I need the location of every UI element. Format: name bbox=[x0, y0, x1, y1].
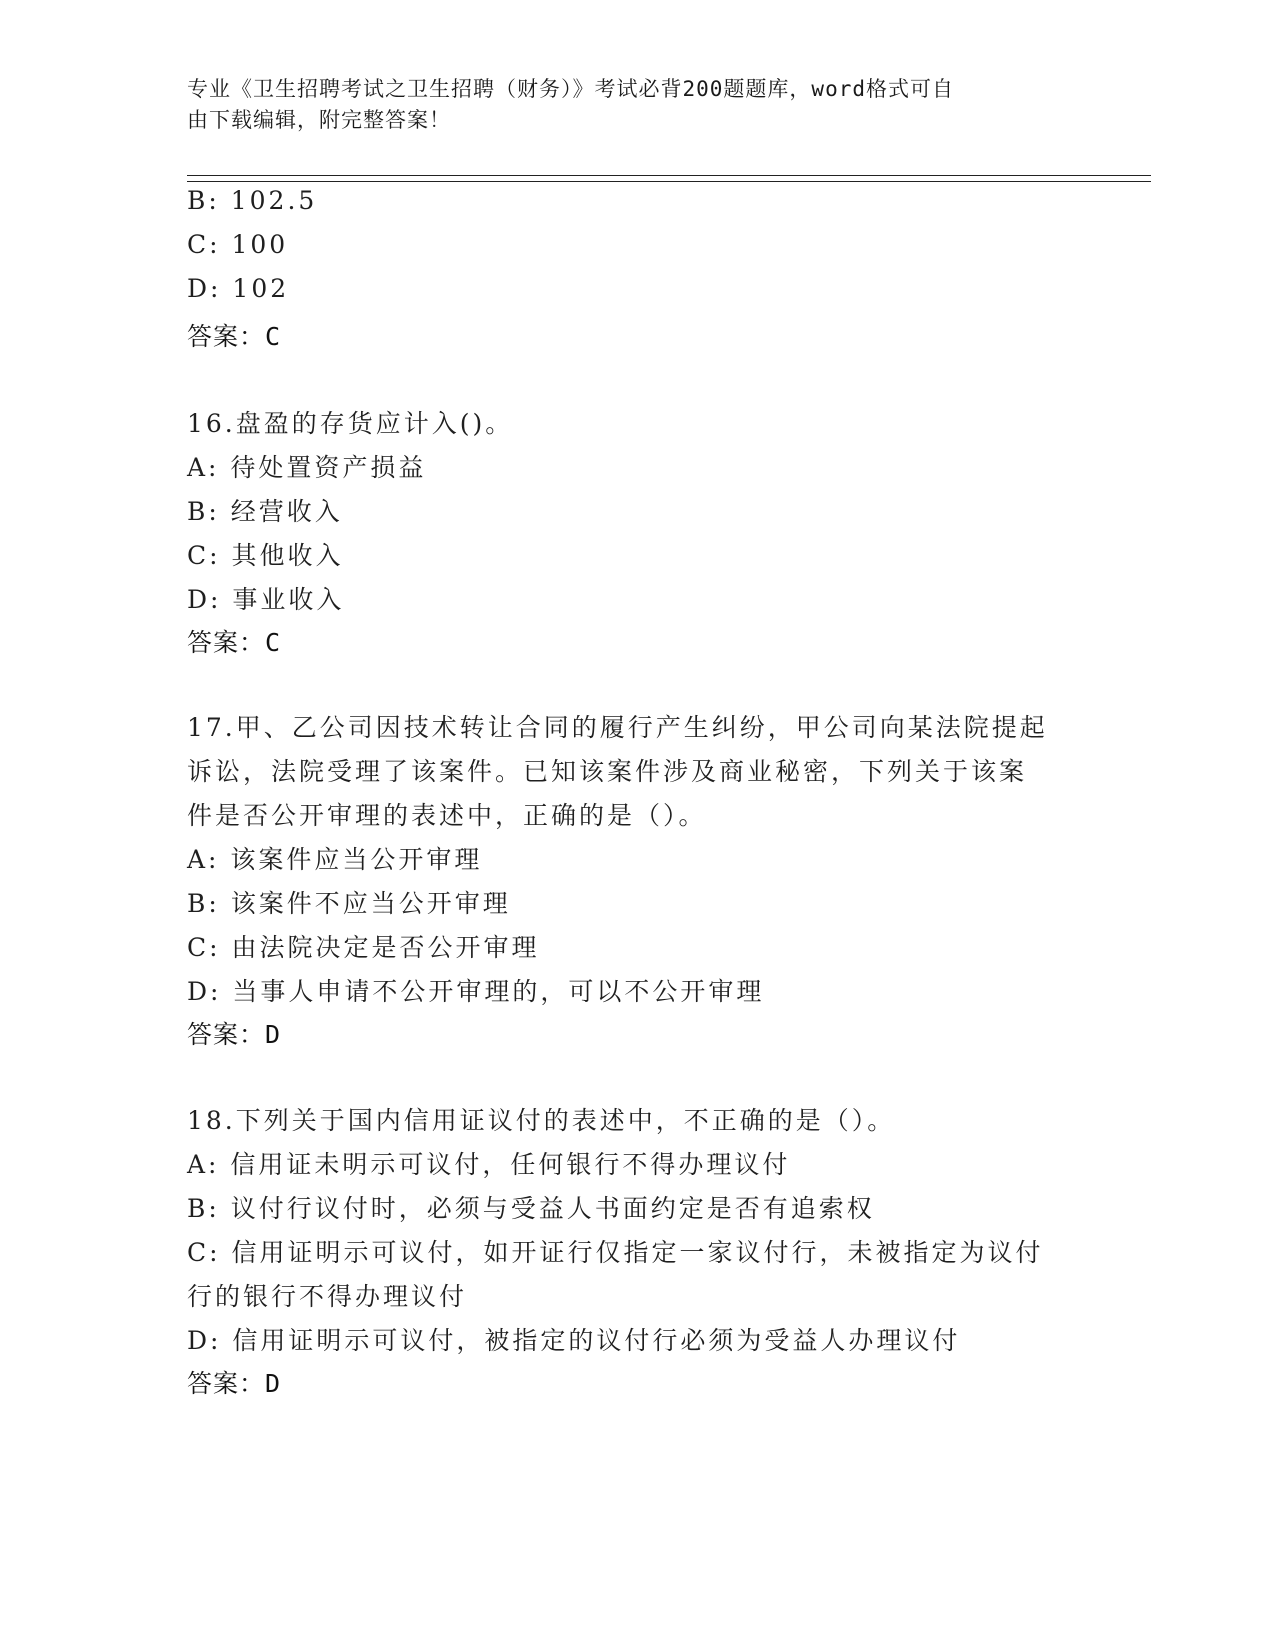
q17-stem-line-2: 诉讼，法院受理了该案件。已知该案件涉及商业秘密，下列关于该案 bbox=[187, 757, 1028, 786]
q16-answer: 答案：C bbox=[187, 628, 282, 657]
q17-stem-line-3: 件是否公开审理的表述中，正确的是（）。 bbox=[187, 801, 707, 830]
header-line-1: 专业《卫生招聘考试之卫生招聘（财务）》考试必背200题题库，word格式可自 bbox=[187, 77, 954, 101]
q18-answer: 答案：D bbox=[187, 1369, 282, 1398]
q18-stem: 18.下列关于国内信用证议付的表述中，不正确的是（）。 bbox=[187, 1106, 896, 1135]
q16-option-d: D: 事业收入 bbox=[187, 585, 345, 614]
header-divider-bottom bbox=[187, 181, 1151, 182]
q15-answer: 答案：C bbox=[187, 322, 282, 351]
q16-stem: 16.盘盈的存货应计入()。 bbox=[187, 409, 514, 438]
q17-stem-line-1: 17.甲、乙公司因技术转让合同的履行产生纠纷，甲公司向某法院提起 bbox=[187, 713, 1048, 742]
q16-option-b: B: 经营收入 bbox=[187, 497, 343, 526]
q18-option-b: B: 议付行议付时，必须与受益人书面约定是否有追索权 bbox=[187, 1194, 875, 1223]
q17-option-b: B: 该案件不应当公开审理 bbox=[187, 889, 511, 918]
q15-option-c: C: 100 bbox=[187, 230, 289, 259]
q17-option-d: D: 当事人申请不公开审理的，可以不公开审理 bbox=[187, 977, 765, 1006]
header-line-2: 由下载编辑，附完整答案！ bbox=[187, 108, 451, 132]
q18-option-a: A: 信用证未明示可议付，任何银行不得办理议付 bbox=[187, 1150, 791, 1179]
q15-option-d: D: 102 bbox=[187, 274, 290, 303]
q17-option-c: C: 由法院决定是否公开审理 bbox=[187, 933, 540, 962]
q17-answer: 答案：D bbox=[187, 1020, 282, 1049]
q16-option-a: A: 待处置资产损益 bbox=[187, 453, 427, 482]
q15-option-b: B: 102.5 bbox=[187, 186, 318, 215]
q17-option-a: A: 该案件应当公开审理 bbox=[187, 845, 483, 874]
header-divider-top bbox=[187, 175, 1151, 176]
q18-option-c-line-1: C: 信用证明示可议付，如开证行仅指定一家议付行，未被指定为议付 bbox=[187, 1238, 1044, 1267]
q18-option-c-line-2: 行的银行不得办理议付 bbox=[187, 1282, 468, 1311]
q18-option-d: D: 信用证明示可议付，被指定的议付行必须为受益人办理议付 bbox=[187, 1326, 961, 1355]
q16-option-c: C: 其他收入 bbox=[187, 541, 344, 570]
